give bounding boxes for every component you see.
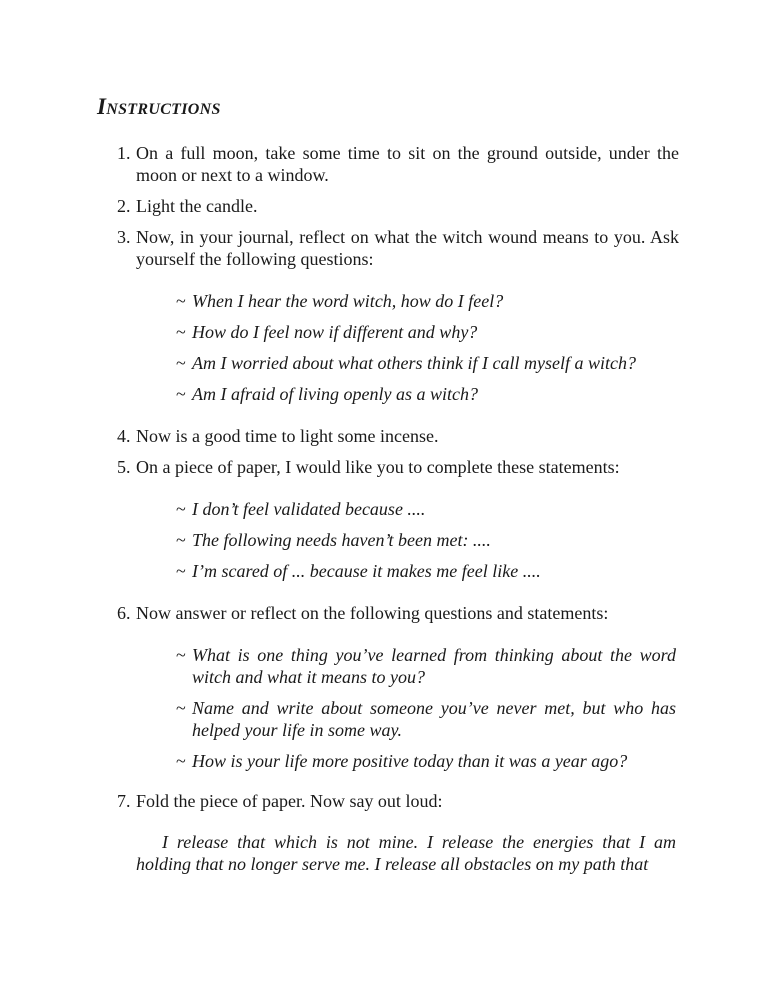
- tilde-bullet: ~: [176, 353, 186, 373]
- list-item: ~ The following needs haven’t been met: ....: [176, 530, 491, 550]
- list-item: ~ When I hear the word witch, how do I feel?: [176, 291, 504, 311]
- list-item: ~ Am I afraid of living openly as a witch?: [176, 384, 478, 404]
- tilde-bullet: ~: [176, 322, 186, 342]
- list-item: ~ How is your life more positive today than it was a year ago?: [176, 751, 628, 771]
- section-heading: Instructions: [97, 94, 221, 119]
- step-number: 5.: [117, 457, 131, 477]
- tilde-bullet: ~: [176, 645, 186, 665]
- step-number: 4.: [117, 426, 131, 446]
- instruction-step-5: [117, 456, 679, 582]
- step-text: On a full moon, take some time to sit on the ground outside, under the moon or next to a window.: [136, 143, 679, 185]
- list-item: ~ Am I worried about what others think if I call myself a witch?: [176, 353, 636, 373]
- reflection-statement-list: [176, 644, 676, 772]
- step-number: 1.: [117, 143, 131, 163]
- instruction-step-7: [117, 790, 679, 875]
- instruction-step-6: [117, 602, 679, 772]
- release-affirmation: I release that which is not mine. I release the energies that I am holding that no longer serve me. I release all obstacles on my path that: [136, 832, 676, 874]
- step-text: On a piece of paper, I would like you to complete these statements:: [136, 457, 620, 477]
- step-text: Light the candle.: [136, 196, 258, 216]
- instruction-step-2: [117, 195, 679, 217]
- statement-list: [176, 498, 676, 582]
- tilde-bullet: ~: [176, 530, 186, 550]
- tilde-bullet: ~: [176, 698, 186, 718]
- list-item: ~ I don’t feel validated because ....: [176, 499, 426, 519]
- tilde-bullet: ~: [176, 291, 186, 311]
- instruction-step-4: [117, 425, 679, 447]
- reflection-question-list: [176, 290, 676, 405]
- step-text: Now answer or reflect on the following questions and statements:: [136, 603, 609, 623]
- tilde-bullet: ~: [176, 751, 186, 771]
- instruction-step-1: [117, 142, 679, 186]
- step-number: 2.: [117, 196, 131, 216]
- step-text: Fold the piece of paper. Now say out loud:: [136, 791, 443, 811]
- tilde-bullet: ~: [176, 499, 186, 519]
- step-text: Now, in your journal, reflect on what the witch wound means to you. Ask yourself the following questions:: [136, 227, 679, 269]
- list-item: ~ Name and write about someone you’ve never met, but who has helped your life in some way.: [176, 698, 676, 740]
- step-number: 6.: [117, 603, 131, 623]
- list-item: ~ I’m scared of ... because it makes me feel like ....: [176, 561, 541, 581]
- tilde-bullet: ~: [176, 384, 186, 404]
- step-number: 7.: [117, 791, 131, 811]
- tilde-bullet: ~: [176, 561, 186, 581]
- step-text: Now is a good time to light some incense.: [136, 426, 439, 446]
- instruction-list: [117, 142, 679, 875]
- instruction-step-3: [117, 226, 679, 405]
- list-item: ~ How do I feel now if different and why?: [176, 322, 478, 342]
- step-number: 3.: [117, 227, 131, 247]
- list-item: ~ What is one thing you’ve learned from thinking about the word witch and what it means to you?: [176, 645, 676, 687]
